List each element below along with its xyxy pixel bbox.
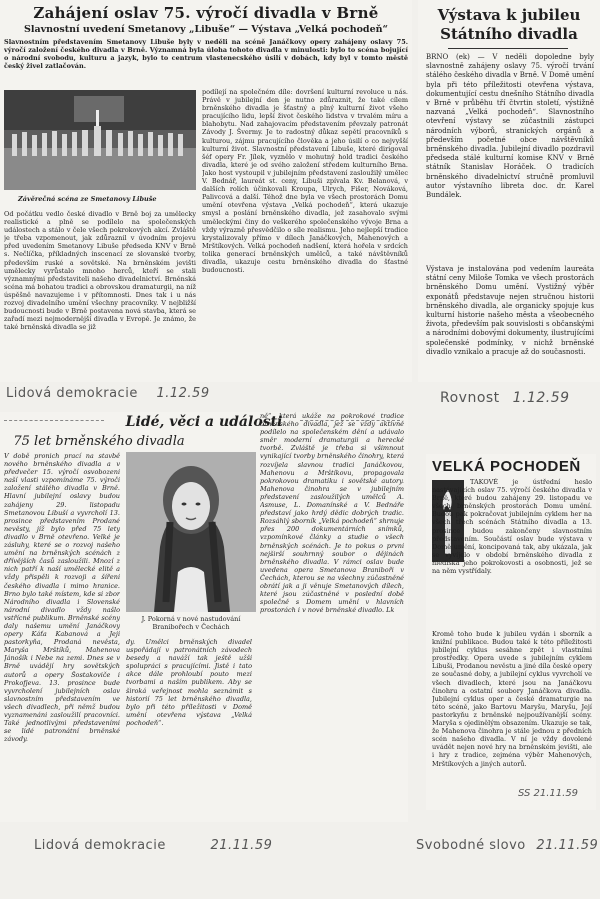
- source-label-lidova-demokracie-2: [34, 838, 272, 853]
- source-date: 1.12.59: [512, 390, 570, 406]
- column-middle: dy. Umělci brněnských divadel uspořádají v patronátních závodech besedy a naváží tak ještě užší spolupráci s pracujícími. Jistě i tato akce dále prohloubí pouto mezi tvorbami a naším publikem. Aby se široká veřejnost mohla seznámit s historií 75 let brněnského divadla, bylo při této příležitosti v Domě umění otevřena výstava „Velká pochodeň“.: [126, 638, 252, 727]
- source-name: Svobodné slovo: [416, 838, 526, 853]
- headline: Výstava k jubileu Státního divadla: [437, 6, 581, 43]
- headline: 75 let brněnského divadla: [13, 434, 185, 449]
- intro-paragraph: Slavnostním představením Smetanovy Libuše byly v neděli na scéně Janáčkovy opery zahájeny oslavy 75. výročí založení českého divadla v Brně. Významná byla úloha tohoto divadla v minulosti: bylo to scéna bojující o národní svobodu, kulturu a jazyk, bylo to centrum vlastenecského úsilí v dobách, kdy byl v tomto městě český živel zatlačován.: [4, 38, 408, 71]
- source-date: 1.12.59: [156, 386, 210, 401]
- source-label-rovnost: [440, 390, 570, 406]
- handwritten-note: SS 21.11.59: [518, 788, 579, 799]
- source-name: Lidová demokracie: [34, 838, 166, 853]
- source-name: Lidová demokracie: [6, 386, 138, 401]
- photo-libuse-scene: [4, 90, 196, 190]
- clip-exhibition-article: [418, 0, 600, 382]
- body-part-2: Výstava je instalována pod vedením laureáta státní ceny Miloše Tomka ve všech prostorách brněnského Domu umění. Vystižný výběr exponátů představuje nejen stručnou historii brněnského divadla, ale organicky spojuje kus kulturní historie našeho města a všeobecného života, především pak souvislosti s občanskými a národními dobovými dokumenty, ilustrujícími společenské podmínky, v nichž brněnské divadlo vznikalo a pracuje až do současnosti.: [426, 265, 594, 356]
- column-left: V době pronich prací na stavbě nového brněnského divadla a v předvečer 15. výročí osvobození naší vlasti vzpomínáme 75. výročí založení stálého divadla v Brně. Hlavní jubilejní oslavy budou zahájeny 29. listopadu Smetanovou Libuší a vyvrcholí 13. prosince představením Prodané nevěsty, jíž bylo před 75 lety divadlo v Brně otevřeno. Velké je zásluhy, které se o rozvoj našeho umění na brněnských scénách z dřívějších časů zasloužili. Mnozí z nich patří k naší umělecké elitě a vždy přispěli k rozvoji a šíření českého divadla i mimo hranice. Brno bylo také místem, kde si zbor Národního divadla i Slovenské národní divadlo vždy našlo vstřícné publikum. Brněnské scény daly našemu umění Janáčkovy opery Káťa Kabanová a Její pastorkyňa, Prodaná nevěsta, Maryša Mrštíků, Mahenova Jánošík i Nebe na zemi. Dnes se v Brně uvádějí hry sovětských autorů a opery Šostakoviče i Prokofjeva. 13. prosince bude vyvrcholení jubilejních oslav slavnostním představením ve všech divadlech, při němž budou vyznamenáni zasloužilí pracovníci. Také jednotlivými představeními se lidé patronátní brněnské závody.: [4, 452, 120, 744]
- source-date: 21.11.59: [536, 838, 599, 853]
- clip-premiere-article: [0, 0, 412, 382]
- photo-caption: Závěrečná scéna ze Smetanovy Libuše: [18, 195, 157, 203]
- clip-velka-pochoden: [426, 454, 596, 810]
- body-part-1: BRNO (ek) — V neděli dopoledne byly slavnostně zahájeny oslavy 75. výročí trvání stálého českého divadla v Brně. V Domě umění byla při této příležitosti otevřena výstava, dokumentující cestu dnešního Státního divadla v Brně v průběhu tří čtvrtin století, výstižně nazvaná „Velká pochodeň“. Slavnostního otevření výstavy se zúčastnili zástupci národních výborů, stranických orgánů a především početné obce návštěvníků brněnského divadla. Jubilejní divadlo pozdravil předseda stálé kulturní komise KNV v Brně státník Stanislav Horáček. O tradicích brněnského divadelnictví stručně promluvil autor výstavního libreta doc. dr. Karel Bundálek.: [426, 53, 594, 200]
- body-bottom: Kromě toho bude k jubileu vydán i sborník a knižní publikace. Budou také k této příležitosti jubilejní cyklus sesáhne zpět i vlastními prostředky. Opera uvede s jubilejním cyklem Libuši, Prodanou nevěstu a jiné díla české opery ze současné doby, a jubilejní cyklus vyvrcholí ve všech divadlech, které jsou na Janáčkovu činohru a ostatní soubory Janáčkova divadla. Jubilejní cyklus oper a české dramaturgie na této scéně, jako Bartovu Maryšu, Maryšu, Její pastorkyňu z brněnské nejpoužívanější scény. Maryša s ojedinělým obsazením. Ukazuje se tak, že Mahenova činohra je stále jednou z předních scén našeho divadla. V ní je vždy dovolené uvádět nejen nové hry na brněnském jevišti, ale i hry z tradice, zejména výběr Mahenových, Mrštíkových a jiných autorů.: [432, 630, 592, 768]
- column-left: Od počátku vedlo české divadlo v Brně boj za umělecky realistické a plně se podílelo na společenských událostech a stálo v čele všech pokrokových akcí. Zvláště je třeba vzpomenout, jak zdůraznil v úvodním projevu před uvedením Smetanovy Libuše předseda KNV v Brně s. Nečlíčka, příkladných inscenací ze slovanské tvorby, především ruské a sovětské. Na brněnském jevišti umělecky vyrůstalo mnoho herců, kteří se stali významnými představiteli našeho divadelnictví. Brněnská scéna má bohatou tradici a obrovskou dramaturgii, na níž úspěšně navazujeme i v přítomnosti. Dnes tak i u nás rozvoj divadelního umění všechny pracovníky. V nejbližší budoucnosti bude v Brně postavena nová stavba, která se zařadí mezi nejmodernější divadla v Evropě. Je známo, že také brněnská divadla se již: [4, 210, 196, 332]
- source-name: Rovnost: [440, 390, 500, 406]
- column-right: podílejí na společném díle: dovršení kulturní revoluce u nás. Právě v jubilejní den je nutno zdůraznit, že také cílem brněnského divadla je šťastný a plný kulturní život všeho pracujícího lidu, lepší život českého lidstva v trvalém míru a blahobytu. Nad zahajovacím představením převzaly patronát Závody J. Švermy. Je to radostný důkaz sepětí pracovníků s kulturou, zájmu pracujícího člověka a jeho úsilí o co nejvyšší kulturní život. Slavnostní představení Libuše, které dirigoval šéf opery Fr. Jílek, vyznělo v mohutný hold tradici českého divadla, které je od svého založení středem kulturního Brna. Jako host vystoupil v jubilejním představení zasloužilý umělec V. Bednář, laureát st. ceny, Libuši zpívala Kv. Belanová, v dalších rolích účinkovali Kroupa, Ulrych, Fišer, Nováková, Palivcová a další. Téhož dne byla ve všech prostorách Domu umění otevřena výstava „Velká pochodeň“, která ukazuje smysl a poslání brněnského divadla, jež zasahovalo svými uměleckými činy do veškerého společenského vývoje Brna a vždy výrazně přesvědčilo o síle realismu. Jeho nejlepší tradice krystalizovaly přímo v dílech Janáčkových, Mahenových a Mrštíkových. Velká pochodeň nadšení, která hořela v srdcích tolika generací brněnských umělců, a také návštěvníků divadla, ukazuje cestu brněnského divadla do šťastné budoucnosti.: [202, 88, 408, 275]
- body-top: TAKOVÉ je ústřední heslo nastávajících oslav 75. výročí českého divadla v Brně, které budou zahájeny 29. listopadu ve všech brněnských prostorách Domu umění. Budou pak pokračovat jubilejním cyklem her na všech třech scénách Státního divadla a 13. prosince budou zakončeny slavnostním představením. Součástí oslav bude výstava v Domě umění, koncipovaná tak, aby ukázala, jak se vyvíjelo v období brněnského divadla z hlediska jeho pokrokovosti a osobnosti, jež se na něm vystřídaly.: [432, 478, 592, 576]
- source-date: 21.11.59: [210, 838, 273, 853]
- source-label-svobodne-slovo: [416, 838, 598, 853]
- headline: VELKÁ POCHODEŇ: [432, 458, 581, 475]
- headline: Zahájení oslav 75. výročí divadla v Brně: [33, 4, 379, 22]
- portrait-photo: [126, 452, 256, 612]
- kicker: Lidé, věci a události: [125, 414, 283, 430]
- subhead: Slavnostní uvedení Smetanovy „Libuše“ — Výstava „Velká pochodeň“: [23, 24, 388, 35]
- source-label-lidova-demokracie: [6, 386, 210, 401]
- column-right: ně“, která ukáže na pokrokové tradice brněnského divadla, jež se vždy aktivně podílelo na společenském dění a udávalo směr moderní dramaturgii a herecké tvorbě. Zvláště je třeba si všimnout vynikající tvorby brněnského činohry, která rozvíjela slavnou tradici Janáčkovou, Mahenovu a Mrštíkovu, propagovala pokrokovou dramatiku i sovětské autory. Mahenova činohra se v jubilejním představení zasloužilých umělců A. Asmuse, L. Domanínské a V. Bednáře představí jako hrdý dědic dobrých tradic. Rozsáhlý sborník „Velká pochodeň“ shrnuje přes 200 dokumentárních snímků, vzpomínkové články a studie o všech brněnských scénách. Je to pokus o první nejširší souhrnný soubor o dějinách brněnského divadla. V rámci oslav bude uvedena opera Smetanova Braniboři v Čechách, kterou se na všechny zúčastněné obrátí jak a ji věnuje Smetanových dílech, které jsou zúčastněné v poslední době společně s Domem umění v hlavních prostorách i v nové brněnské divadlo. Lk: [260, 412, 404, 615]
- photo-caption: J. Pokorná v nové nastudování Branibořech v Čechách: [141, 615, 241, 631]
- clip-75-years-article: [0, 412, 408, 822]
